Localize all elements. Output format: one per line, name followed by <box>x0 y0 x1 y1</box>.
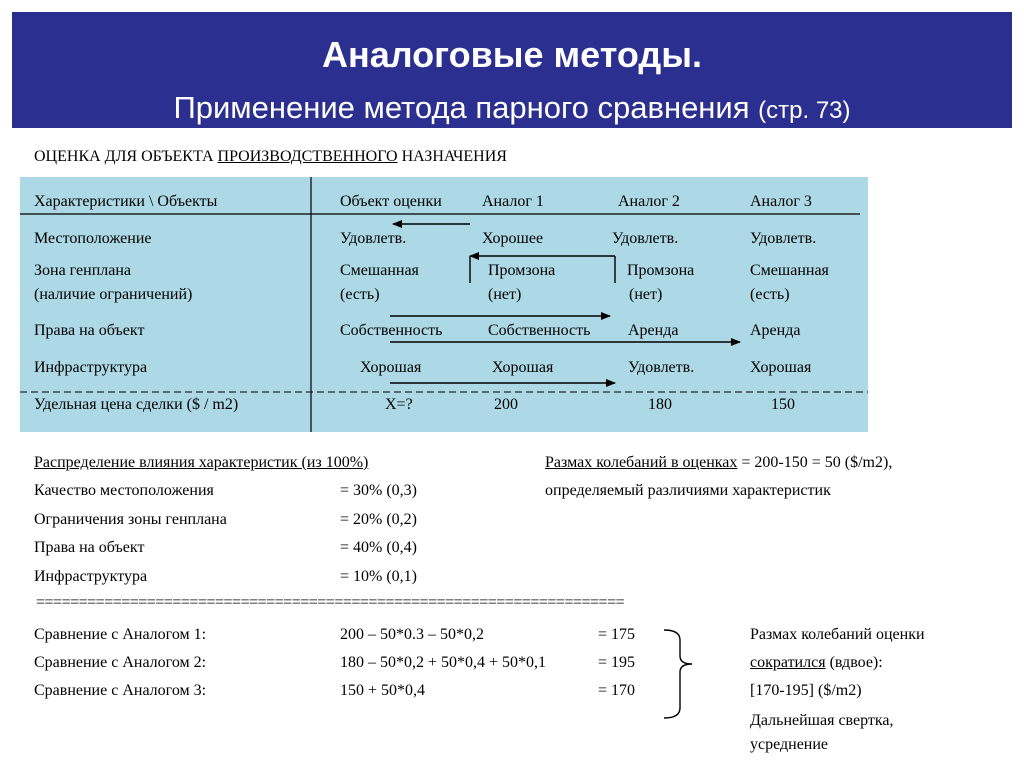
title-main: Применение метода парного сравнения <box>173 90 750 125</box>
row-price-analog2: 180 <box>648 396 672 413</box>
title-page-ref: (стр. 73) <box>758 97 851 124</box>
row-rights-analog3: Аренда <box>750 322 801 339</box>
subtitle-prefix: ОЦЕНКА ДЛЯ ОБЪЕКТА <box>34 148 218 165</box>
conclusion-underlined: сократился <box>750 654 826 671</box>
subtitle-underlined: ПРОИЗВОДСТВЕННОГО <box>217 148 398 165</box>
row-location-analog1: Хорошее <box>482 230 544 247</box>
weight-name: Инфраструктура <box>34 568 148 585</box>
comparison-formula: 200 – 50*0.3 – 50*0,2 <box>340 626 484 643</box>
row-zone-name: Зона генплана <box>34 262 132 279</box>
weight-value: = 10% (0,1) <box>340 568 418 585</box>
table-header-analog2: Аналог 2 <box>618 193 680 210</box>
row-infra-name: Инфраструктура <box>34 359 148 376</box>
comparison-formula: 150 + 50*0,4 <box>340 682 426 699</box>
row-zone-analog2: Промзона <box>627 262 695 279</box>
comparison-label: Сравнение с Аналогом 1: <box>34 626 207 643</box>
comparison-formula: 180 – 50*0,2 + 50*0,4 + 50*0,1 <box>340 654 547 671</box>
conclusion-line2 <box>750 654 883 672</box>
row-zone-sub-subject: (есть) <box>340 286 380 303</box>
row-infra-analog1: Хорошая <box>492 359 554 376</box>
row-zone-sub-analog2: (нет) <box>629 286 663 303</box>
curly-brace <box>664 630 692 718</box>
row-zone-sub-name: (наличие ограничений) <box>34 286 193 303</box>
conclusion-line4: Дальнейшая свертка, <box>750 712 894 729</box>
weight-value: = 40% (0,4) <box>340 539 418 556</box>
row-price-subject: X=? <box>385 396 413 413</box>
subtitle-suffix: НАЗНАЧЕНИЯ <box>397 148 507 165</box>
row-rights-name: Права на объект <box>34 322 145 339</box>
row-price-analog1: 200 <box>494 396 518 413</box>
row-price-analog3: 150 <box>771 396 795 413</box>
row-location-analog3: Удовлетв. <box>750 230 817 247</box>
table-header-analog3: Аналог 3 <box>750 193 812 210</box>
table-header-analog1: Аналог 1 <box>482 193 544 210</box>
row-price-name: Удельная цена сделки ($ / m2) <box>34 396 239 413</box>
row-infra-analog3: Хорошая <box>750 359 812 376</box>
weight-name: Права на объект <box>34 539 145 556</box>
weight-value: = 20% (0,2) <box>340 511 418 528</box>
row-infra-subject: Хорошая <box>360 359 422 376</box>
weight-value: = 30% (0,3) <box>340 482 418 499</box>
range-line1 <box>545 454 892 472</box>
separator-line: ===================================================================== <box>36 594 625 611</box>
row-location-subject: Удовлетв. <box>340 230 407 247</box>
row-location-analog2: Удовлетв. <box>612 230 679 247</box>
range-heading: Размах колебаний в оценках <box>545 454 738 471</box>
row-zone-analog3: Смешанная <box>750 262 829 279</box>
conclusion-line3: [170-195] ($/m2) <box>750 682 862 699</box>
comparison-result: = 195 <box>598 654 636 671</box>
row-location-name: Местоположение <box>34 230 152 247</box>
row-infra-analog2: Удовлетв. <box>628 359 695 376</box>
conclusion-line5: усреднение <box>750 736 829 753</box>
row-rights-analog2: Аренда <box>628 322 679 339</box>
weights-heading: Распределение влияния характеристик (из 100%) <box>34 454 369 471</box>
comparison-result: = 170 <box>598 682 636 699</box>
range-formula: = 200-150 = 50 ($/m2), <box>737 454 893 471</box>
row-zone-subject: Смешанная <box>340 262 419 279</box>
conclusion-line1: Размах колебаний оценки <box>750 626 925 643</box>
row-zone-sub-analog1: (нет) <box>488 286 522 303</box>
row-rights-analog1: Собственность <box>488 322 591 339</box>
comparison-result: = 175 <box>598 626 636 643</box>
range-line2: определяемый различиями характеристик <box>545 482 831 499</box>
row-zone-analog1: Промзона <box>488 262 556 279</box>
comparison-label: Сравнение с Аналогом 2: <box>34 654 207 671</box>
row-rights-subject: Собственность <box>340 322 443 339</box>
title-line1: Аналоговые методы. <box>321 34 702 75</box>
weight-name: Ограничения зоны генплана <box>34 511 227 528</box>
table-header-characteristics: Характеристики \ Объекты <box>34 193 218 210</box>
row-zone-sub-analog3: (есть) <box>750 286 790 303</box>
conclusion-line2-rest: (вдвое): <box>825 654 883 671</box>
table-header-subject: Объект оценки <box>340 193 442 210</box>
comparison-label: Сравнение с Аналогом 3: <box>34 682 207 699</box>
weight-name: Качество местоположения <box>34 482 214 499</box>
